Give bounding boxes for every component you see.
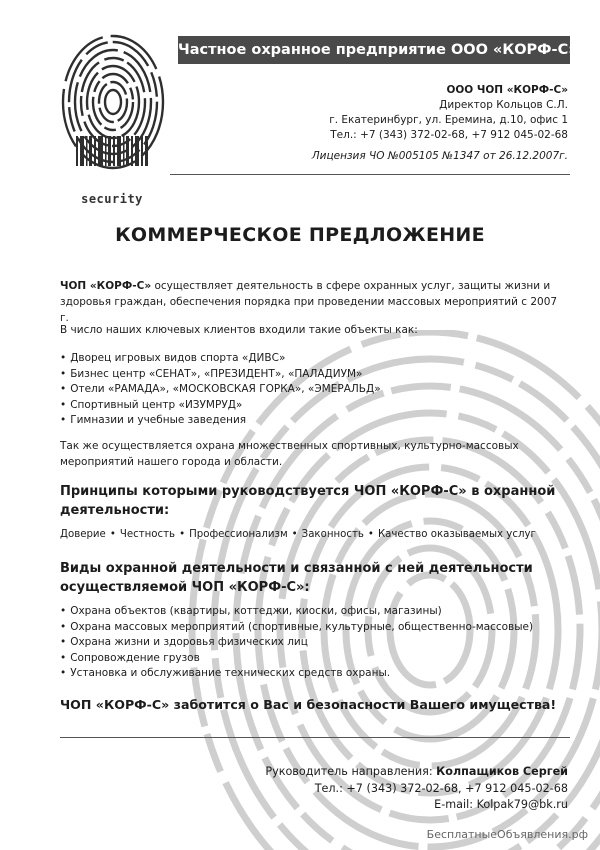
company-name: ООО ЧОП «КОРФ-С» [446,84,568,96]
list-item: • Охрана массовых мероприятий (спортивные, культурные, общественно-массовые) [60,620,560,636]
principle-item: Доверие [60,529,106,540]
principle-item: Законность [301,529,364,540]
clients-lead: В число наших ключевых клиентов входили такие объекты как: [60,324,418,336]
events-paragraph: Так же осуществляется охрана множественных спортивных, культурно-массовых мероприятий нашего города и области. [60,440,519,468]
director: Директор Кольцов С.Л. [439,99,568,111]
header-divider [170,174,570,175]
manager-line [265,764,568,781]
principles-list: Доверие • Честность • Профессионализм • Законность • Качество оказываемых услуг [60,529,536,540]
list-item: • Гимназии и учебные заведения [60,413,560,429]
list-item: • Спортивный центр «ИЗУМРУД» [60,398,560,414]
manager-name: Колпащиков Сергей [436,765,568,778]
list-item: • Бизнес центр «СЕНАТ», «ПРЕЗИДЕНТ», «ПАЛАДИУМ» [60,367,560,383]
header-banner: Частное охранное предприятие ООО «КОРФ-С» [178,36,570,64]
list-item: • Установка и обслуживание технических средств охраны. [60,666,560,682]
principle-item: Профессионализм [189,529,288,540]
list-item: • Сопровождение грузов [60,651,560,667]
page-title: КОММЕРЧЕСКОЕ ПРЕДЛОЖЕНИЕ [115,224,485,246]
intro-company: ЧОП «КОРФ-С» [60,280,152,292]
contact-email[interactable]: E-mail: Kolpak79@bk.ru [434,798,568,811]
contact-block [265,764,568,814]
watermark: БесплатныеОбъявления.рф [426,828,588,841]
intro-text: осуществляет деятельность в сфере охранных услуг, защиты жизни и здоровья граждан, обеспечения порядка при проведении массовых мероприятий с 2007 г. [60,280,558,324]
clients-list [60,351,560,429]
activities-heading: Виды охранной деятельности и связанной с ней деятельности осуществляемой ЧОП «КОРФ-С»: [60,561,533,595]
principles-heading: Принципы которыми руководствуется ЧОП «КОРФ-С» в охранной деятельности: [60,484,556,518]
address: г. Екатеринбург, ул. Еремина, д.10, офис 1 [329,114,568,126]
intro-paragraph [60,278,560,326]
company-logo [58,32,168,206]
list-item: • Дворец игровых видов спорта «ДИВС» [60,351,560,367]
manager-label: Руководитель направления: [265,765,437,778]
list-item: • Охрана объектов (квартиры, коттеджи, киоски, офисы, магазины) [60,604,560,620]
principle-item: Честность [119,529,176,540]
contact-phones: Тел.: +7 (343) 372-02-68, +7 912 045-02-68 [314,781,568,795]
footer-divider [60,737,570,738]
logo-text: security [81,192,143,206]
activities-list [60,604,560,682]
license: Лицензия ЧО №005105 №1347 от 26.12.2007г. [311,150,568,162]
list-item: • Отели «РАМАДА», «МОСКОВСКАЯ ГОРКА», «ЭМЕРАЛЬД» [60,382,560,398]
principle-item: Качество оказываемых услуг [377,529,536,540]
organization-details [329,83,568,143]
slogan: ЧОП «КОРФ-С» заботится о Вас и безопасности Вашего имущества! [60,697,557,712]
phones: Тел.: +7 (343) 372-02-68, +7 912 045-02-68 [330,129,568,141]
list-item: • Охрана жизни и здоровья физических лиц [60,635,560,651]
fingerprint-logo-icon [58,32,168,180]
